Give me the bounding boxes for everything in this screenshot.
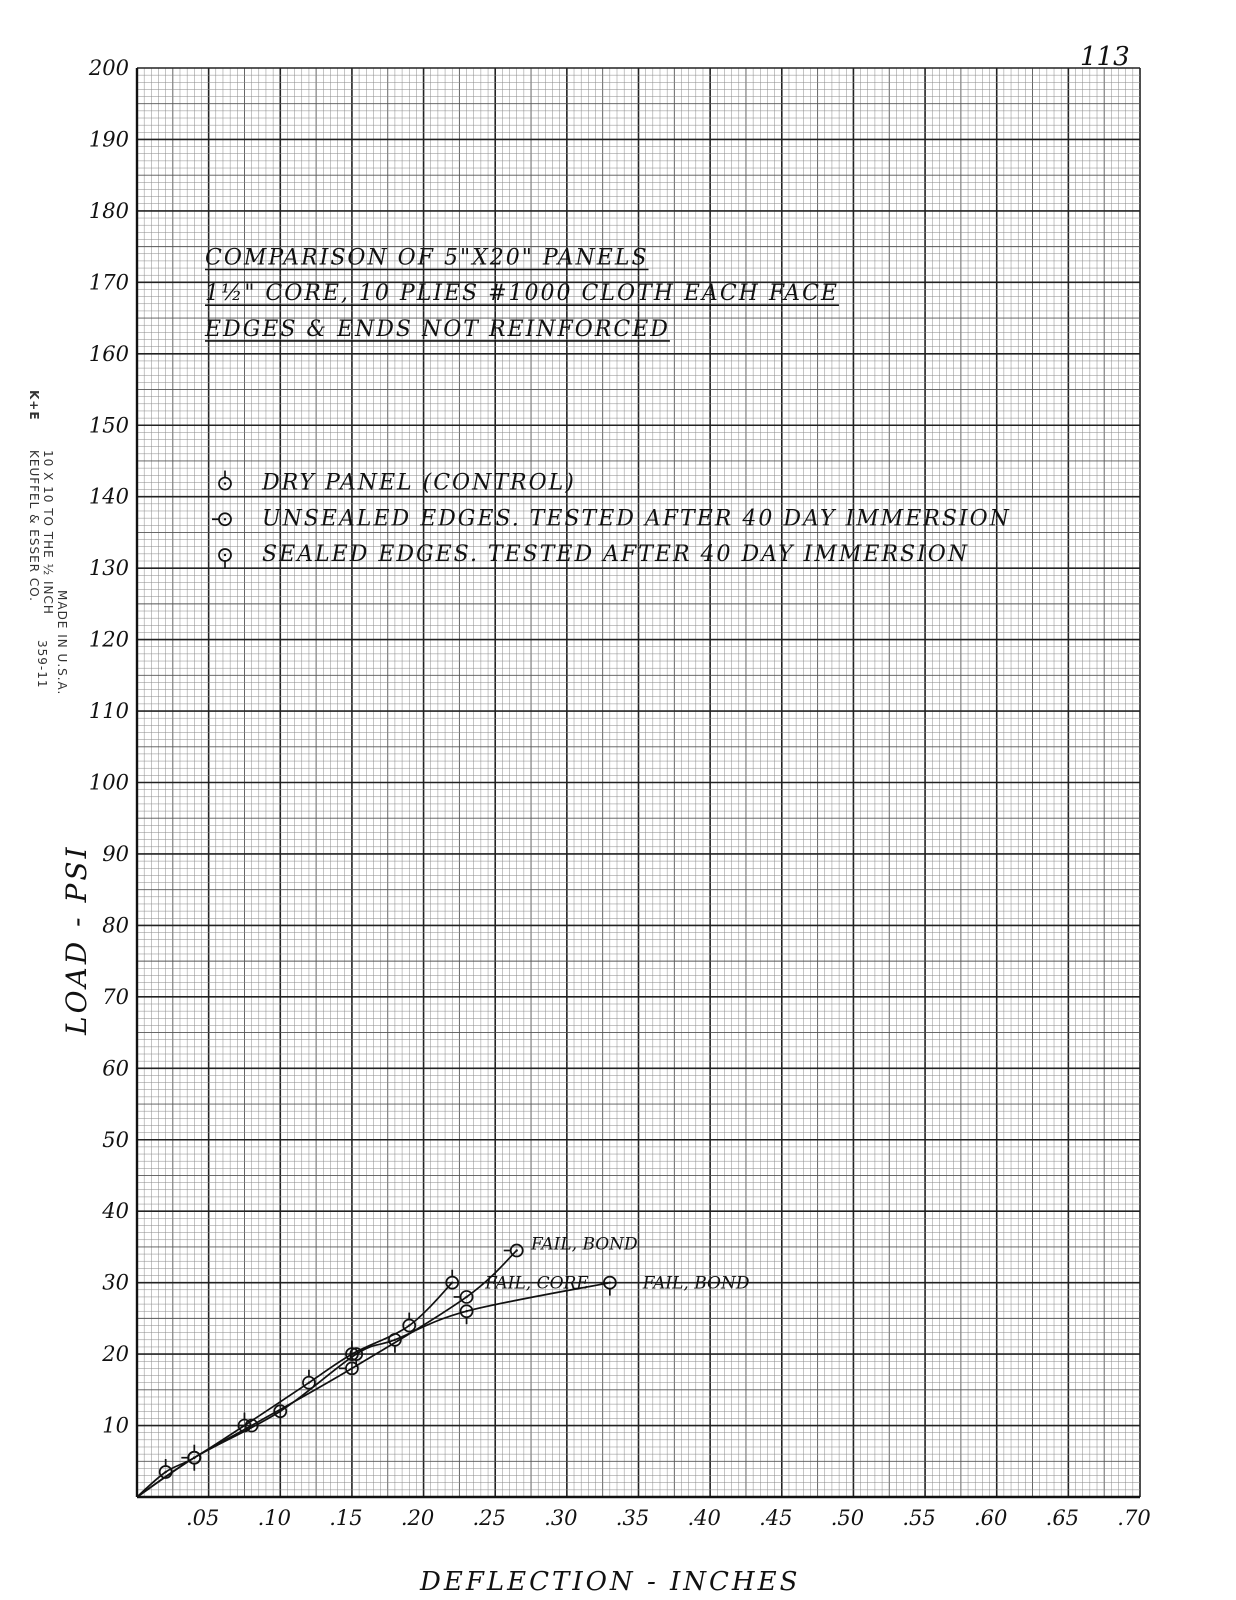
point-center [394, 1339, 396, 1341]
point-center [224, 482, 226, 484]
data-point [504, 1244, 523, 1256]
x-tick-label: .15 [329, 1506, 363, 1530]
x-tick-labels [186, 1506, 1151, 1530]
legend-label: UNSEALED EDGES. TESTED AFTER 40 DAY IMMERSION [262, 506, 1011, 532]
x-tick-label: .60 [974, 1506, 1008, 1530]
x-tick-label: .30 [544, 1506, 578, 1530]
x-tick-label: .20 [400, 1506, 435, 1530]
title-line [204, 317, 670, 342]
y-tick-label: 80 [102, 913, 129, 938]
x-tick-label: .70 [1117, 1506, 1151, 1530]
x-axis-label: DEFLECTION - INCHES [420, 1567, 801, 1597]
legend-label: SEALED EDGES. TESTED AFTER 40 DAY IMMERSION [262, 542, 970, 568]
publisher-imprint [27, 390, 69, 695]
y-tick-label: 140 [88, 484, 129, 509]
title-text: 1½" CORE, 10 PLIES #1000 CLOTH EACH FACE [205, 281, 839, 307]
y-tick-label: 100 [88, 770, 129, 795]
failure-annotation: FAIL, BOND [642, 1273, 750, 1294]
y-tick-label: 30 [102, 1270, 129, 1295]
y-tick-label: 150 [88, 413, 129, 438]
y-tick-label: 190 [88, 127, 129, 152]
imprint-origin: MADE IN U.S.A. [55, 590, 69, 696]
y-tick-labels [88, 56, 129, 1438]
chart-title-block [204, 245, 839, 341]
point-center [193, 1457, 195, 1459]
y-tick-label: 120 [88, 627, 129, 652]
x-tick-label: .45 [759, 1506, 793, 1530]
y-tick-label: 160 [88, 341, 129, 366]
legend-entry [212, 506, 1011, 531]
y-tick-label: 200 [88, 56, 129, 80]
y-tick-label: 70 [102, 984, 129, 1009]
x-tick-label: .55 [902, 1506, 936, 1530]
y-tick-label: 130 [88, 556, 129, 581]
point-center [465, 1310, 467, 1312]
point-center [164, 1471, 166, 1473]
y-tick-label: 40 [102, 1199, 129, 1224]
point-center [408, 1324, 410, 1326]
x-tick-label: .10 [257, 1506, 291, 1530]
y-tick-label: 90 [102, 841, 129, 866]
title-text: EDGES & ENDS NOT REINFORCED [205, 316, 670, 342]
legend-label: DRY PANEL (CONTROL) [262, 470, 576, 496]
point-center [609, 1281, 611, 1283]
title-text: COMPARISON OF 5"X20" PANELS [205, 245, 649, 271]
imprint-company: KEUFFEL & ESSER CO. [27, 450, 41, 602]
point-center [308, 1381, 310, 1383]
x-tick-label: .35 [615, 1506, 650, 1530]
y-tick-label: 110 [88, 699, 129, 724]
imprint-ruling: 10 X 10 TO THE ½ INCH [41, 450, 55, 615]
title-line [205, 281, 839, 306]
x-tick-label: .40 [687, 1506, 721, 1530]
y-tick-label: 170 [88, 270, 129, 295]
point-center [355, 1353, 357, 1355]
legend-entry [219, 471, 576, 496]
title-line [205, 245, 649, 270]
data-point [212, 513, 231, 525]
point-center [279, 1410, 281, 1412]
data-point [219, 471, 231, 490]
y-tick-label: 180 [88, 198, 129, 223]
y-tick-label: 20 [102, 1342, 129, 1367]
legend [212, 471, 1011, 568]
x-tick-label: .65 [1045, 1506, 1080, 1530]
legend-entry [219, 542, 969, 568]
imprint-catalog: 359-11 [35, 640, 49, 689]
point-center [351, 1367, 353, 1369]
y-tick-label: 50 [102, 1127, 129, 1152]
point-center [451, 1281, 453, 1283]
x-tick-label: .25 [472, 1506, 506, 1530]
data-point [219, 549, 231, 568]
point-center [224, 554, 226, 556]
y-axis-label: LOAD - PSI [60, 844, 93, 1035]
point-center [465, 1296, 467, 1298]
point-center [516, 1249, 518, 1251]
point-center [224, 518, 226, 520]
y-tick-label: 10 [102, 1413, 129, 1438]
x-tick-label: .50 [830, 1506, 865, 1530]
x-tick-label: .05 [185, 1506, 220, 1530]
failure-annotation: FAIL, CORE [485, 1273, 589, 1294]
page-number: 113 [1080, 42, 1130, 72]
y-tick-label: 60 [102, 1056, 129, 1081]
failure-annotation: FAIL, BOND [531, 1234, 638, 1255]
ke-logo: K+E [27, 390, 41, 421]
